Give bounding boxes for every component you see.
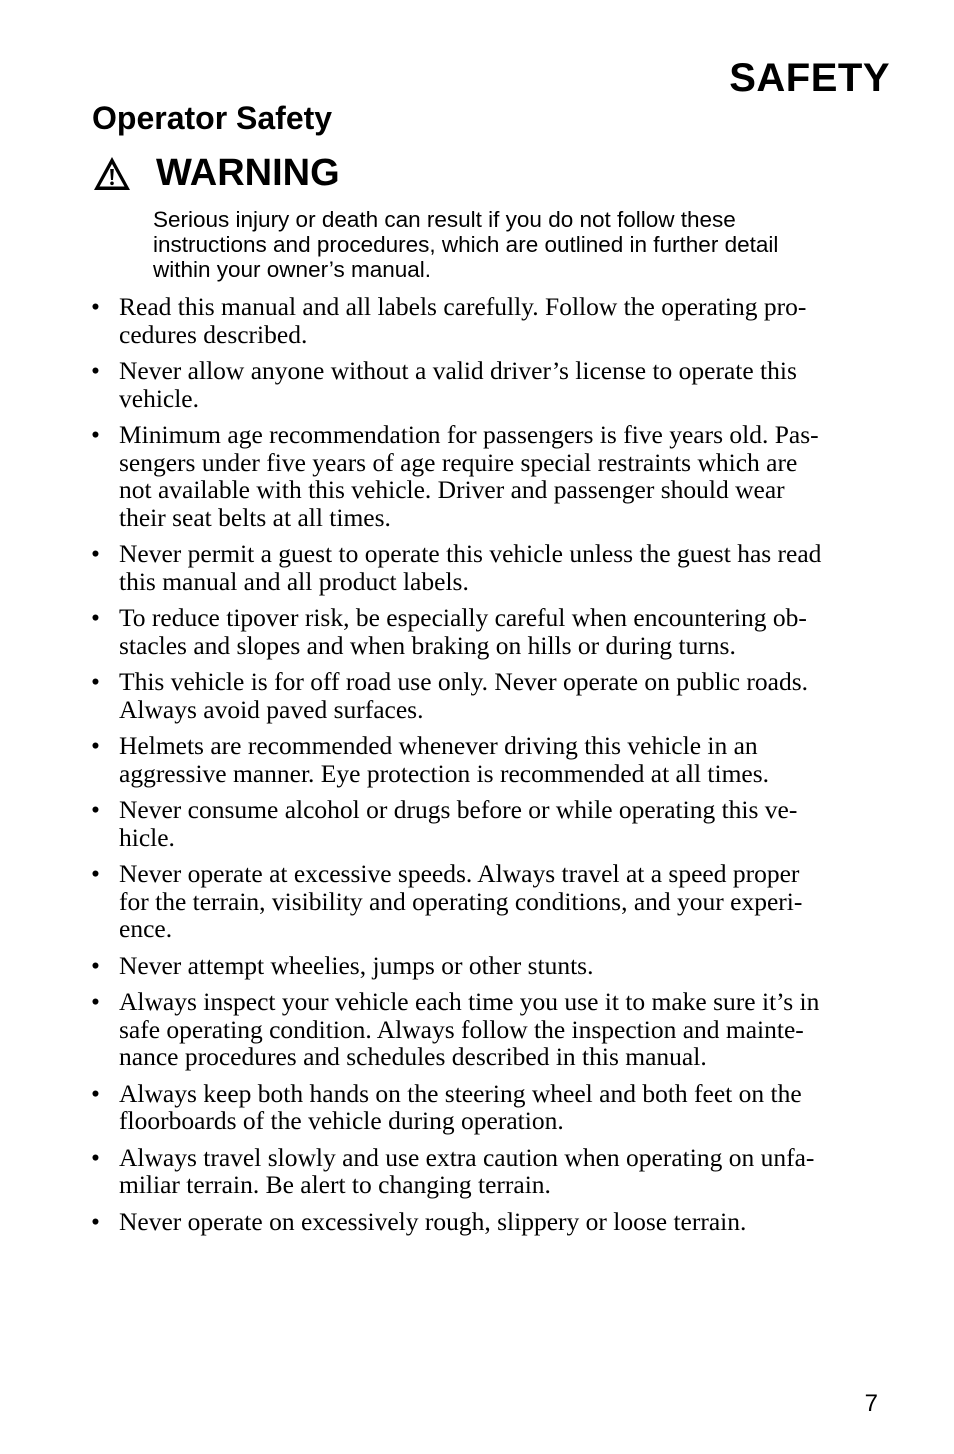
- list-item: [88, 952, 893, 980]
- list-item-text-line: Never consume alcohol or drugs before or while operating this ve-: [119, 795, 798, 824]
- list-item-text-line: aggressive manner. Eye protection is recommended at all times.: [119, 758, 770, 788]
- list-item-text-line: safe operating condition. Always follow the inspection and mainte-: [119, 1014, 804, 1044]
- bullet-dot: •: [91, 1142, 100, 1172]
- warning-text-line: within your owner’s manual.: [153, 257, 432, 282]
- bullet-dot: •: [91, 731, 100, 760]
- list-item-text-line: floorboards of the vehicle during operation.: [119, 1106, 564, 1135]
- list-item-text-line: Minimum age recommendation for passengers is five years old. Pas-: [119, 420, 819, 449]
- list-item: [88, 732, 893, 787]
- bullet-dot: •: [91, 1206, 100, 1236]
- bullet-dot: •: [91, 950, 100, 980]
- warning-heading: [92, 152, 340, 195]
- list-item-text-line: Always avoid paved surfaces.: [119, 694, 424, 724]
- list-item-text-line: Never allow anyone without a valid driver’s license to operate this: [119, 356, 797, 385]
- list-item-text-line: Read this manual and all labels carefully. Follow the operating pro-: [119, 292, 807, 321]
- list-item: [88, 1144, 893, 1199]
- list-item-text-line: their seat belts at all times.: [119, 502, 391, 532]
- list-item-text-line: To reduce tipover risk, be especially careful when encountering ob-: [119, 603, 807, 632]
- list-item-text-line: vehicle.: [119, 383, 199, 413]
- list-item-text-line: nance procedures and schedules described in this manual.: [119, 1042, 707, 1071]
- list-item-text-line: not available with this vehicle. Driver and passenger should wear: [119, 475, 785, 504]
- list-item: [88, 293, 893, 348]
- list-item-text-line: Never attempt wheelies, jumps or other stunts.: [119, 950, 594, 980]
- list-item-text-line: Always travel slowly and use extra caution when operating on unfa-: [119, 1142, 815, 1172]
- bullet-dot: •: [91, 356, 100, 385]
- list-item-text-line: ence.: [119, 914, 173, 943]
- list-item-text-line: This vehicle is for off road use only. Never operate on public roads.: [119, 667, 808, 696]
- list-item-text-line: Always keep both hands on the steering wheel and both feet on the: [119, 1078, 802, 1108]
- list-item-text-line: Never operate at excessive speeds. Always travel at a speed proper: [119, 859, 800, 888]
- warning-text: [153, 207, 883, 282]
- list-item-text-line: Never permit a guest to operate this vehicle unless the guest has read: [119, 539, 822, 568]
- list-item: [88, 421, 893, 531]
- list-item: [88, 860, 893, 943]
- bullet-dot: •: [91, 795, 100, 824]
- list-item-text-line: stacles and slopes and when braking on hills or during turns.: [119, 630, 736, 660]
- bullet-dot: •: [91, 539, 100, 568]
- list-item: [88, 357, 893, 412]
- list-item-text-line: this manual and all product labels.: [119, 566, 469, 596]
- safety-bullet-list: [88, 293, 893, 1244]
- page-number: 7: [864, 1390, 878, 1417]
- list-item: [88, 668, 893, 723]
- list-item-text-line: Always inspect your vehicle each time you use it to make sure it’s in: [119, 987, 820, 1016]
- bullet-dot: •: [91, 859, 100, 888]
- list-item-text-line: cedures described.: [119, 319, 308, 349]
- bullet-dot: •: [91, 292, 100, 321]
- bullet-dot: •: [91, 987, 100, 1016]
- warning-triangle-icon: [92, 154, 132, 194]
- list-item: [88, 540, 893, 595]
- bullet-dot: •: [91, 603, 100, 632]
- list-item-text-line: Never operate on excessively rough, slippery or loose terrain.: [119, 1206, 747, 1236]
- subsection-title: Operator Safety: [92, 100, 333, 136]
- list-item: [88, 796, 893, 851]
- list-item-text-line: miliar terrain. Be alert to changing terrain.: [119, 1170, 551, 1199]
- list-item-text-line: hicle.: [119, 822, 175, 852]
- section-header: SAFETY: [729, 56, 890, 100]
- list-item: [88, 1208, 893, 1236]
- bullet-dot: •: [91, 420, 100, 449]
- bullet-dot: •: [91, 667, 100, 696]
- warning-text-line: Serious injury or death can result if you do not follow these: [153, 207, 736, 232]
- list-item-text-line: sengers under five years of age require special restraints which are: [119, 447, 798, 477]
- bullet-dot: •: [91, 1078, 100, 1108]
- list-item-text-line: for the terrain, visibility and operating conditions, and your experi-: [119, 886, 803, 916]
- warning-title: WARNING: [156, 152, 340, 194]
- list-item-text-line: Helmets are recommended whenever driving this vehicle in an: [119, 731, 758, 760]
- list-item: [88, 1080, 893, 1135]
- list-item: [88, 988, 893, 1071]
- warning-text-line: instructions and procedures, which are outlined in further detail: [153, 232, 779, 257]
- list-item: [88, 604, 893, 659]
